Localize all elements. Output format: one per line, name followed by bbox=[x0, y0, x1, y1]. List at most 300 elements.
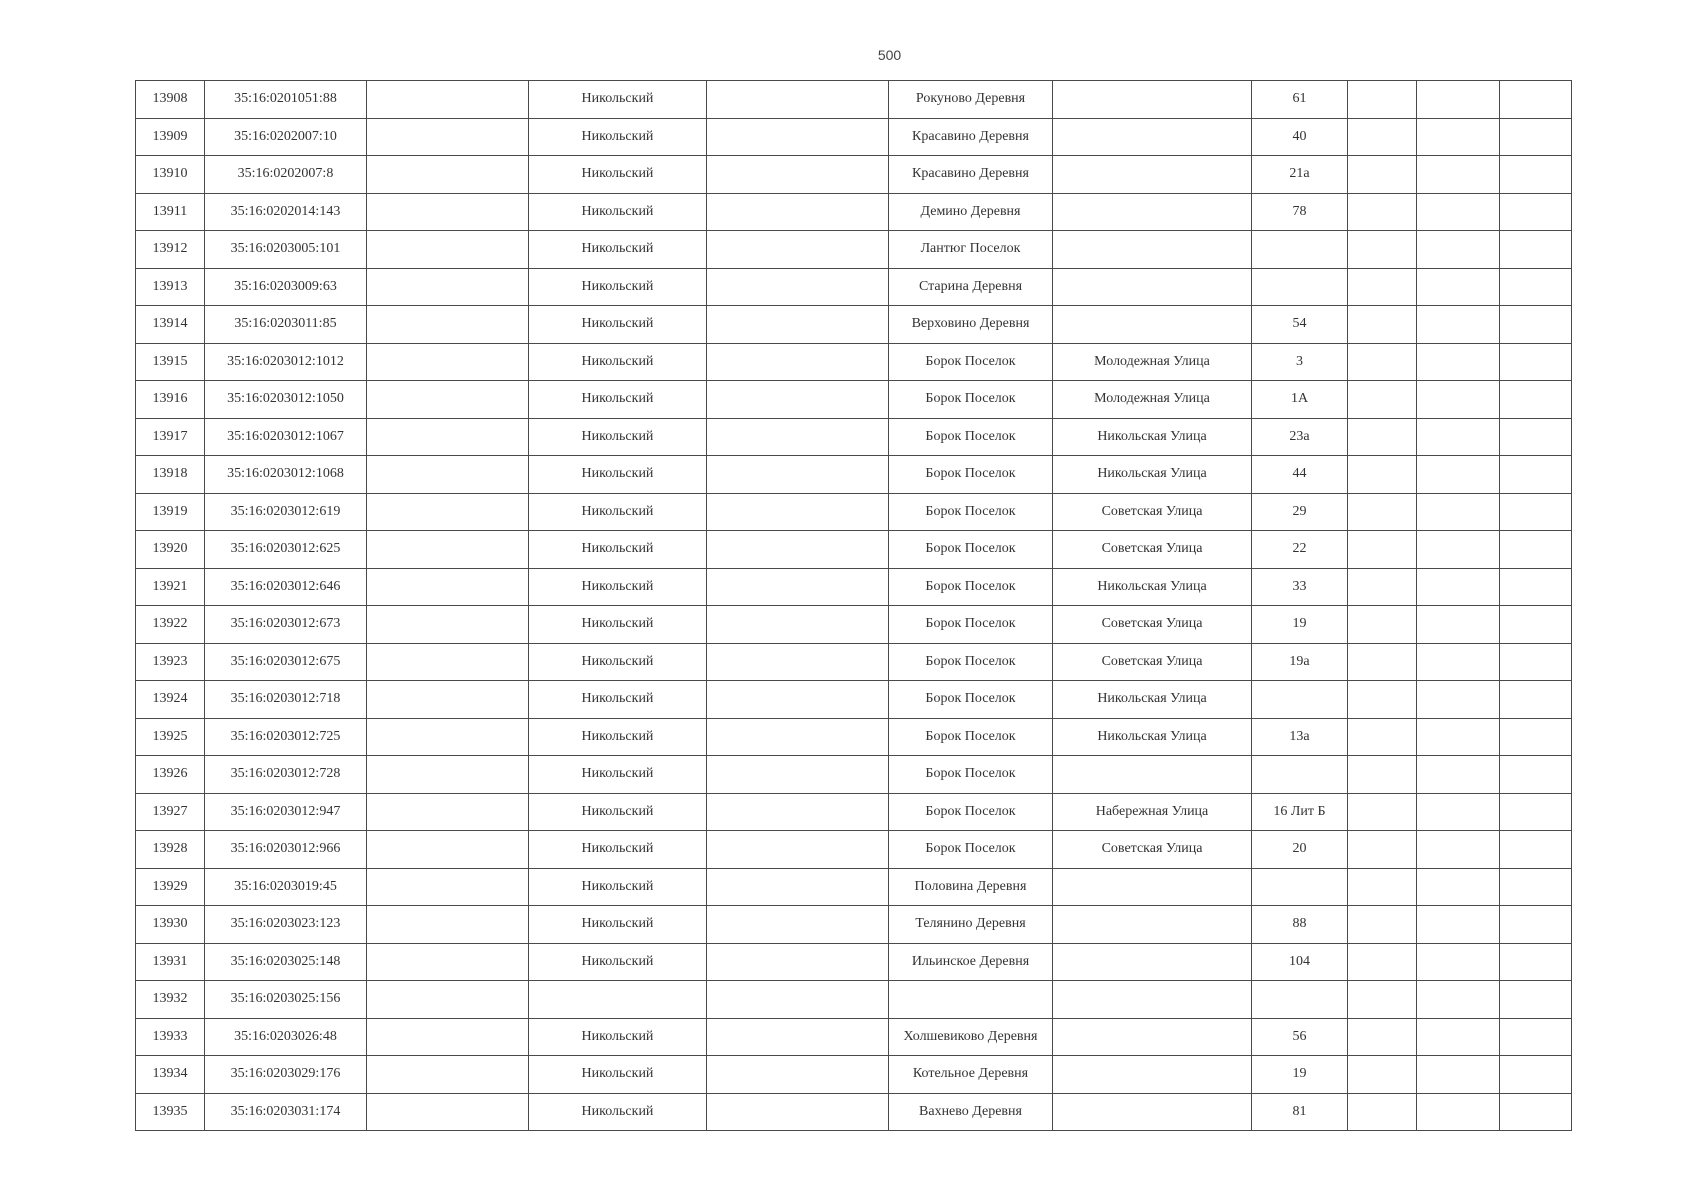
table-row bbox=[136, 756, 1572, 794]
street-cell bbox=[1053, 1056, 1252, 1094]
empty-cell bbox=[367, 718, 529, 756]
district-cell: Никольский bbox=[529, 343, 707, 381]
district-cell: Никольский bbox=[529, 606, 707, 644]
settlement-cell: Борок Поселок bbox=[889, 568, 1053, 606]
cadastral-number-cell: 35:16:0203012:1068 bbox=[205, 456, 367, 494]
table-row bbox=[136, 831, 1572, 869]
empty-cell bbox=[1348, 943, 1417, 981]
empty-cell bbox=[1348, 906, 1417, 944]
table-row bbox=[136, 1056, 1572, 1094]
cadastral-number-cell: 35:16:0203012:625 bbox=[205, 531, 367, 569]
empty-cell bbox=[1348, 118, 1417, 156]
table-row bbox=[136, 306, 1572, 344]
house-number-cell: 78 bbox=[1252, 193, 1348, 231]
settlement-cell: Борок Поселок bbox=[889, 756, 1053, 794]
empty-cell bbox=[707, 156, 889, 194]
record-number-cell: 13927 bbox=[136, 793, 205, 831]
cadastral-number-cell: 35:16:0203019:45 bbox=[205, 868, 367, 906]
table-row bbox=[136, 1093, 1572, 1131]
table-row bbox=[136, 906, 1572, 944]
empty-cell bbox=[367, 681, 529, 719]
cadastral-number-cell: 35:16:0203026:48 bbox=[205, 1018, 367, 1056]
empty-cell bbox=[1348, 756, 1417, 794]
empty-cell bbox=[1417, 868, 1500, 906]
house-number-cell: 29 bbox=[1252, 493, 1348, 531]
district-cell: Никольский bbox=[529, 306, 707, 344]
empty-cell bbox=[1417, 381, 1500, 419]
empty-cell bbox=[1417, 81, 1500, 119]
table-row bbox=[136, 643, 1572, 681]
empty-cell bbox=[1417, 718, 1500, 756]
empty-cell bbox=[707, 493, 889, 531]
empty-cell bbox=[1500, 1093, 1572, 1131]
house-number-cell: 54 bbox=[1252, 306, 1348, 344]
cadastral-number-cell: 35:16:0201051:88 bbox=[205, 81, 367, 119]
house-number-cell bbox=[1252, 231, 1348, 269]
street-cell: Советская Улица bbox=[1053, 531, 1252, 569]
empty-cell bbox=[1500, 1056, 1572, 1094]
settlement-cell: Борок Поселок bbox=[889, 381, 1053, 419]
street-cell: Никольская Улица bbox=[1053, 718, 1252, 756]
empty-cell bbox=[707, 943, 889, 981]
empty-cell bbox=[707, 1056, 889, 1094]
record-number-cell: 13920 bbox=[136, 531, 205, 569]
record-number-cell: 13915 bbox=[136, 343, 205, 381]
house-number-cell: 21а bbox=[1252, 156, 1348, 194]
settlement-cell: Борок Поселок bbox=[889, 643, 1053, 681]
empty-cell bbox=[367, 231, 529, 269]
house-number-cell: 22 bbox=[1252, 531, 1348, 569]
table-row bbox=[136, 568, 1572, 606]
empty-cell bbox=[367, 1093, 529, 1131]
empty-cell bbox=[707, 306, 889, 344]
empty-cell bbox=[1417, 981, 1500, 1019]
empty-cell bbox=[1348, 231, 1417, 269]
house-number-cell bbox=[1252, 268, 1348, 306]
empty-cell bbox=[707, 268, 889, 306]
empty-cell bbox=[1348, 643, 1417, 681]
empty-cell bbox=[707, 381, 889, 419]
empty-cell bbox=[1500, 868, 1572, 906]
empty-cell bbox=[707, 343, 889, 381]
empty-cell bbox=[1500, 156, 1572, 194]
street-cell bbox=[1053, 943, 1252, 981]
house-number-cell bbox=[1252, 868, 1348, 906]
empty-cell bbox=[367, 1056, 529, 1094]
empty-cell bbox=[707, 906, 889, 944]
empty-cell bbox=[1500, 681, 1572, 719]
empty-cell bbox=[707, 606, 889, 644]
empty-cell bbox=[1500, 1018, 1572, 1056]
street-cell: Советская Улица bbox=[1053, 606, 1252, 644]
cadastral-number-cell: 35:16:0203011:85 bbox=[205, 306, 367, 344]
empty-cell bbox=[1500, 756, 1572, 794]
district-cell: Никольский bbox=[529, 681, 707, 719]
district-cell: Никольский bbox=[529, 531, 707, 569]
empty-cell bbox=[1348, 381, 1417, 419]
street-cell: Никольская Улица bbox=[1053, 681, 1252, 719]
house-number-cell: 56 bbox=[1252, 1018, 1348, 1056]
record-number-cell: 13910 bbox=[136, 156, 205, 194]
table-row bbox=[136, 381, 1572, 419]
record-number-cell: 13922 bbox=[136, 606, 205, 644]
empty-cell bbox=[367, 81, 529, 119]
empty-cell bbox=[1348, 793, 1417, 831]
settlement-cell: Рокуново Деревня bbox=[889, 81, 1053, 119]
settlement-cell: Вахнево Деревня bbox=[889, 1093, 1053, 1131]
district-cell: Никольский bbox=[529, 906, 707, 944]
table-row bbox=[136, 193, 1572, 231]
empty-cell bbox=[1417, 1018, 1500, 1056]
cadastral-number-cell: 35:16:0203009:63 bbox=[205, 268, 367, 306]
settlement-cell: Ильинское Деревня bbox=[889, 943, 1053, 981]
cadastral-number-cell: 35:16:0203023:123 bbox=[205, 906, 367, 944]
settlement-cell: Борок Поселок bbox=[889, 606, 1053, 644]
record-number-cell: 13912 bbox=[136, 231, 205, 269]
empty-cell bbox=[1348, 868, 1417, 906]
empty-cell bbox=[1348, 268, 1417, 306]
cadastral-number-cell: 35:16:0203005:101 bbox=[205, 231, 367, 269]
street-cell bbox=[1053, 231, 1252, 269]
empty-cell bbox=[1348, 306, 1417, 344]
table-row bbox=[136, 606, 1572, 644]
street-cell bbox=[1053, 981, 1252, 1019]
cadastral-number-cell: 35:16:0203012:718 bbox=[205, 681, 367, 719]
empty-cell bbox=[1500, 418, 1572, 456]
cadastral-number-cell: 35:16:0203012:947 bbox=[205, 793, 367, 831]
settlement-cell: Верховино Деревня bbox=[889, 306, 1053, 344]
cadastral-number-cell: 35:16:0202014:143 bbox=[205, 193, 367, 231]
cadastral-number-cell: 35:16:0203012:675 bbox=[205, 643, 367, 681]
district-cell: Никольский bbox=[529, 756, 707, 794]
district-cell: Никольский bbox=[529, 718, 707, 756]
record-number-cell: 13923 bbox=[136, 643, 205, 681]
settlement-cell: Борок Поселок bbox=[889, 343, 1053, 381]
table-row bbox=[136, 1018, 1572, 1056]
district-cell: Никольский bbox=[529, 156, 707, 194]
empty-cell bbox=[1500, 981, 1572, 1019]
empty-cell bbox=[1417, 568, 1500, 606]
street-cell bbox=[1053, 306, 1252, 344]
street-cell: Никольская Улица bbox=[1053, 456, 1252, 494]
empty-cell bbox=[367, 756, 529, 794]
empty-cell bbox=[367, 418, 529, 456]
house-number-cell: 88 bbox=[1252, 906, 1348, 944]
house-number-cell: 23а bbox=[1252, 418, 1348, 456]
street-cell: Никольская Улица bbox=[1053, 568, 1252, 606]
empty-cell bbox=[707, 981, 889, 1019]
table-row bbox=[136, 681, 1572, 719]
street-cell bbox=[1053, 1093, 1252, 1131]
cadastral-number-cell: 35:16:0203012:725 bbox=[205, 718, 367, 756]
empty-cell bbox=[1417, 306, 1500, 344]
empty-cell bbox=[1348, 343, 1417, 381]
record-number-cell: 13917 bbox=[136, 418, 205, 456]
registry-body bbox=[136, 81, 1572, 1131]
empty-cell bbox=[1500, 718, 1572, 756]
empty-cell bbox=[367, 943, 529, 981]
district-cell: Никольский bbox=[529, 418, 707, 456]
record-number-cell: 13929 bbox=[136, 868, 205, 906]
record-number-cell: 13930 bbox=[136, 906, 205, 944]
empty-cell bbox=[1348, 718, 1417, 756]
registry-table bbox=[135, 80, 1572, 1131]
empty-cell bbox=[1500, 943, 1572, 981]
empty-cell bbox=[1417, 1056, 1500, 1094]
empty-cell bbox=[1500, 193, 1572, 231]
district-cell: Никольский bbox=[529, 831, 707, 869]
empty-cell bbox=[1417, 756, 1500, 794]
house-number-cell bbox=[1252, 981, 1348, 1019]
house-number-cell: 1А bbox=[1252, 381, 1348, 419]
empty-cell bbox=[1348, 193, 1417, 231]
empty-cell bbox=[1417, 493, 1500, 531]
district-cell: Никольский bbox=[529, 643, 707, 681]
empty-cell bbox=[367, 1018, 529, 1056]
empty-cell bbox=[1348, 1093, 1417, 1131]
house-number-cell: 40 bbox=[1252, 118, 1348, 156]
house-number-cell bbox=[1252, 681, 1348, 719]
empty-cell bbox=[1417, 681, 1500, 719]
record-number-cell: 13931 bbox=[136, 943, 205, 981]
cadastral-number-cell: 35:16:0202007:10 bbox=[205, 118, 367, 156]
record-number-cell: 13925 bbox=[136, 718, 205, 756]
street-cell: Молодежная Улица bbox=[1053, 343, 1252, 381]
record-number-cell: 13924 bbox=[136, 681, 205, 719]
district-cell: Никольский bbox=[529, 231, 707, 269]
record-number-cell: 13921 bbox=[136, 568, 205, 606]
record-number-cell: 13919 bbox=[136, 493, 205, 531]
street-cell: Советская Улица bbox=[1053, 831, 1252, 869]
table-row bbox=[136, 493, 1572, 531]
empty-cell bbox=[707, 1093, 889, 1131]
empty-cell bbox=[707, 756, 889, 794]
empty-cell bbox=[1500, 493, 1572, 531]
empty-cell bbox=[707, 231, 889, 269]
empty-cell bbox=[1417, 231, 1500, 269]
empty-cell bbox=[1348, 681, 1417, 719]
cadastral-number-cell: 35:16:0203012:619 bbox=[205, 493, 367, 531]
settlement-cell: Старина Деревня bbox=[889, 268, 1053, 306]
settlement-cell: Холшевиково Деревня bbox=[889, 1018, 1053, 1056]
empty-cell bbox=[707, 118, 889, 156]
street-cell: Молодежная Улица bbox=[1053, 381, 1252, 419]
house-number-cell bbox=[1252, 756, 1348, 794]
street-cell: Советская Улица bbox=[1053, 643, 1252, 681]
empty-cell bbox=[1348, 156, 1417, 194]
empty-cell bbox=[367, 268, 529, 306]
street-cell bbox=[1053, 1018, 1252, 1056]
empty-cell bbox=[367, 531, 529, 569]
empty-cell bbox=[707, 531, 889, 569]
table-row bbox=[136, 981, 1572, 1019]
empty-cell bbox=[1500, 531, 1572, 569]
empty-cell bbox=[707, 193, 889, 231]
street-cell bbox=[1053, 756, 1252, 794]
empty-cell bbox=[1348, 418, 1417, 456]
settlement-cell: Лантюг Поселок bbox=[889, 231, 1053, 269]
empty-cell bbox=[367, 643, 529, 681]
empty-cell bbox=[1500, 643, 1572, 681]
settlement-cell: Телянино Деревня bbox=[889, 906, 1053, 944]
empty-cell bbox=[1348, 981, 1417, 1019]
empty-cell bbox=[1417, 156, 1500, 194]
empty-cell bbox=[367, 606, 529, 644]
street-cell bbox=[1053, 268, 1252, 306]
empty-cell bbox=[1500, 306, 1572, 344]
empty-cell bbox=[1348, 1018, 1417, 1056]
empty-cell bbox=[367, 118, 529, 156]
empty-cell bbox=[707, 1018, 889, 1056]
settlement-cell: Борок Поселок bbox=[889, 793, 1053, 831]
empty-cell bbox=[707, 681, 889, 719]
empty-cell bbox=[707, 868, 889, 906]
empty-cell bbox=[1417, 643, 1500, 681]
settlement-cell: Котельное Деревня bbox=[889, 1056, 1053, 1094]
empty-cell bbox=[367, 868, 529, 906]
table-row bbox=[136, 531, 1572, 569]
empty-cell bbox=[707, 568, 889, 606]
cadastral-number-cell: 35:16:0203029:176 bbox=[205, 1056, 367, 1094]
empty-cell bbox=[1417, 343, 1500, 381]
cadastral-number-cell: 35:16:0203012:1067 bbox=[205, 418, 367, 456]
empty-cell bbox=[1500, 381, 1572, 419]
empty-cell bbox=[1417, 268, 1500, 306]
empty-cell bbox=[707, 831, 889, 869]
empty-cell bbox=[1348, 1056, 1417, 1094]
table-row bbox=[136, 156, 1572, 194]
district-cell: Никольский bbox=[529, 81, 707, 119]
house-number-cell: 33 bbox=[1252, 568, 1348, 606]
district-cell bbox=[529, 981, 707, 1019]
table-row bbox=[136, 793, 1572, 831]
empty-cell bbox=[367, 343, 529, 381]
table-row bbox=[136, 943, 1572, 981]
empty-cell bbox=[367, 381, 529, 419]
street-cell bbox=[1053, 906, 1252, 944]
district-cell: Никольский bbox=[529, 268, 707, 306]
settlement-cell: Борок Поселок bbox=[889, 531, 1053, 569]
empty-cell bbox=[1500, 81, 1572, 119]
empty-cell bbox=[367, 906, 529, 944]
empty-cell bbox=[707, 718, 889, 756]
table-row bbox=[136, 456, 1572, 494]
cadastral-number-cell: 35:16:0203012:646 bbox=[205, 568, 367, 606]
empty-cell bbox=[1417, 418, 1500, 456]
empty-cell bbox=[707, 643, 889, 681]
settlement-cell: Борок Поселок bbox=[889, 718, 1053, 756]
empty-cell bbox=[367, 193, 529, 231]
settlement-cell: Борок Поселок bbox=[889, 456, 1053, 494]
empty-cell bbox=[367, 831, 529, 869]
table-row bbox=[136, 118, 1572, 156]
record-number-cell: 13908 bbox=[136, 81, 205, 119]
street-cell: Никольская Улица bbox=[1053, 418, 1252, 456]
cadastral-number-cell: 35:16:0203025:148 bbox=[205, 943, 367, 981]
empty-cell bbox=[1500, 606, 1572, 644]
house-number-cell: 20 bbox=[1252, 831, 1348, 869]
empty-cell bbox=[367, 568, 529, 606]
street-cell bbox=[1053, 193, 1252, 231]
page-number: 500 bbox=[877, 47, 902, 63]
house-number-cell: 44 bbox=[1252, 456, 1348, 494]
settlement-cell: Борок Поселок bbox=[889, 418, 1053, 456]
record-number-cell: 13918 bbox=[136, 456, 205, 494]
district-cell: Никольский bbox=[529, 493, 707, 531]
empty-cell bbox=[1348, 606, 1417, 644]
empty-cell bbox=[1348, 81, 1417, 119]
district-cell: Никольский bbox=[529, 1018, 707, 1056]
empty-cell bbox=[1500, 118, 1572, 156]
empty-cell bbox=[1417, 906, 1500, 944]
empty-cell bbox=[1417, 456, 1500, 494]
street-cell bbox=[1053, 81, 1252, 119]
settlement-cell: Борок Поселок bbox=[889, 681, 1053, 719]
house-number-cell: 19 bbox=[1252, 606, 1348, 644]
settlement-cell: Половина Деревня bbox=[889, 868, 1053, 906]
street-cell bbox=[1053, 118, 1252, 156]
empty-cell bbox=[367, 456, 529, 494]
street-cell: Набережная Улица bbox=[1053, 793, 1252, 831]
empty-cell bbox=[1417, 793, 1500, 831]
cadastral-number-cell: 35:16:0203012:1050 bbox=[205, 381, 367, 419]
empty-cell bbox=[1417, 531, 1500, 569]
district-cell: Никольский bbox=[529, 381, 707, 419]
record-number-cell: 13914 bbox=[136, 306, 205, 344]
empty-cell bbox=[1500, 268, 1572, 306]
empty-cell bbox=[1500, 568, 1572, 606]
empty-cell bbox=[707, 456, 889, 494]
settlement-cell bbox=[889, 981, 1053, 1019]
record-number-cell: 13911 bbox=[136, 193, 205, 231]
empty-cell bbox=[1417, 1093, 1500, 1131]
house-number-cell: 19 bbox=[1252, 1056, 1348, 1094]
empty-cell bbox=[707, 793, 889, 831]
empty-cell bbox=[1417, 118, 1500, 156]
cadastral-number-cell: 35:16:0203012:966 bbox=[205, 831, 367, 869]
district-cell: Никольский bbox=[529, 1093, 707, 1131]
empty-cell bbox=[367, 493, 529, 531]
district-cell: Никольский bbox=[529, 868, 707, 906]
empty-cell bbox=[707, 418, 889, 456]
record-number-cell: 13933 bbox=[136, 1018, 205, 1056]
cadastral-number-cell: 35:16:0203012:673 bbox=[205, 606, 367, 644]
empty-cell bbox=[1348, 531, 1417, 569]
district-cell: Никольский bbox=[529, 943, 707, 981]
empty-cell bbox=[1417, 831, 1500, 869]
district-cell: Никольский bbox=[529, 118, 707, 156]
settlement-cell: Демино Деревня bbox=[889, 193, 1053, 231]
empty-cell bbox=[367, 981, 529, 1019]
empty-cell bbox=[1348, 456, 1417, 494]
empty-cell bbox=[1500, 906, 1572, 944]
empty-cell bbox=[707, 81, 889, 119]
record-number-cell: 13909 bbox=[136, 118, 205, 156]
empty-cell bbox=[1348, 493, 1417, 531]
district-cell: Никольский bbox=[529, 1056, 707, 1094]
settlement-cell: Борок Поселок bbox=[889, 831, 1053, 869]
house-number-cell: 61 bbox=[1252, 81, 1348, 119]
record-number-cell: 13916 bbox=[136, 381, 205, 419]
district-cell: Никольский bbox=[529, 568, 707, 606]
empty-cell bbox=[1417, 943, 1500, 981]
empty-cell bbox=[1417, 606, 1500, 644]
settlement-cell: Борок Поселок bbox=[889, 493, 1053, 531]
table-row bbox=[136, 231, 1572, 269]
empty-cell bbox=[1348, 831, 1417, 869]
district-cell: Никольский bbox=[529, 456, 707, 494]
empty-cell bbox=[1500, 793, 1572, 831]
